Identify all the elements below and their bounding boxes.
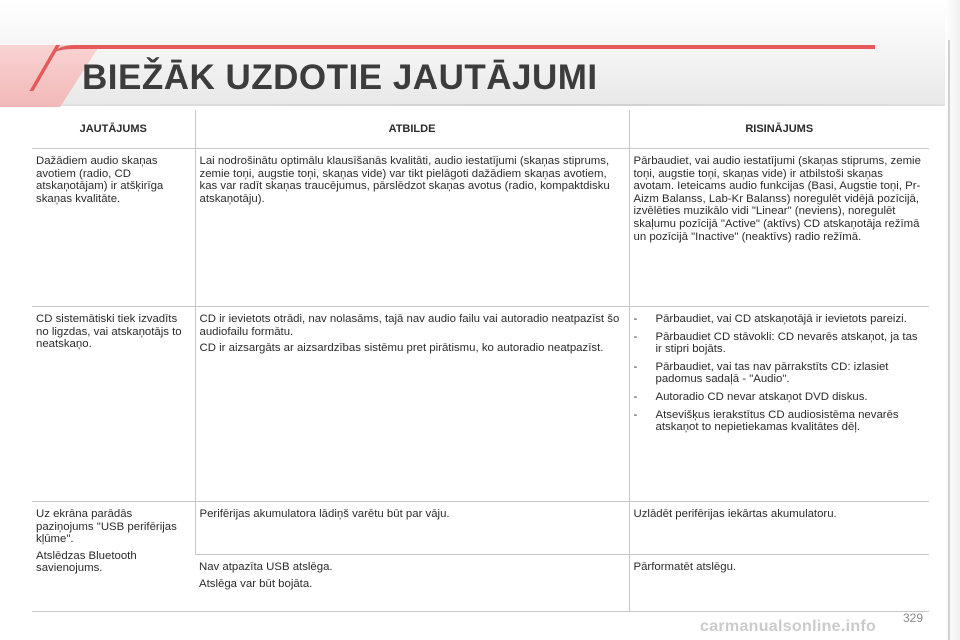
header-accent-line — [55, 45, 875, 57]
list-item: - Autoradio CD nevar atskaņot DVD diskus. — [634, 391, 926, 404]
faq-table — [32, 110, 929, 612]
table-row — [32, 307, 929, 502]
solution-text: Pārbaudiet, vai audio iestatījumi (skaņas stiprums, zemie toņi, augstie toņi, skaņas vide) ir atbilstoši skaņas avotam. Ieteicams audio funkcijas (Basi, Augstie toņi, Pr-Aizm Balanss, Lab-Kr Balanss) noregulēt vidējā pozīcijā, izvēlēties muzikālo vidi "Linear" (neviens), noregulēt skaļumu pozīcijā "Active" (aktīvs) CD atskaņotāja režīmā un pozīcijā "Inactive" (neaktīvs) radio režīmā. — [633, 155, 921, 243]
column-header-solution: RISINĀJUMS — [629, 110, 929, 149]
answer-text: CD ir aizsargāts ar aizsardzības sistēmu pret pirātismu, ko autoradio neatpazīst. — [199, 342, 604, 355]
solution-list — [634, 313, 926, 434]
table-row — [32, 502, 929, 555]
answer-text: Nav atpazīta USB atslēga. — [199, 561, 333, 573]
solution-cell — [629, 149, 929, 307]
solution-cell — [629, 307, 929, 502]
answer-cell — [195, 502, 629, 555]
solution-cell — [629, 502, 929, 555]
list-item: - Pārbaudiet, vai tas nav pārrakstīts CD: izlasiet padomus sadaļā - "Audio". — [634, 361, 926, 386]
question-cell — [32, 307, 195, 502]
answer-text: Lai nodrošinātu optimālu klausīšanās kvalitāti, audio iestatījumi (skaņas stiprums, zemie toņi, augstie toņi, skaņas vide) var tikt pielāgoti dažādiem skaņas avotiem, kas var radīt skaņas traucējumus, pārslēdzot skaņas avotus (radio, kompaktdisku atskaņotāju). — [199, 155, 610, 205]
table-row — [32, 149, 929, 307]
answer-cell — [195, 307, 629, 502]
question-text: Uz ekrāna parādās paziņojums "USB perifērijas kļūme". — [36, 508, 177, 546]
watermark: carmanualsonline.info — [700, 618, 877, 635]
column-header-answer: ATBILDE — [195, 110, 629, 149]
answer-cell — [195, 149, 629, 307]
solution-text: Uzlādēt perifērijas iekārtas akumulatoru. — [633, 508, 837, 520]
answer-cell — [195, 555, 629, 612]
table-header-row — [32, 110, 929, 149]
column-header-question: JAUTĀJUMS — [32, 110, 195, 149]
solution-text: Pārformatēt atslēgu. — [633, 561, 737, 573]
answer-text: Perifērijas akumulatora lādiņš varētu būt par vāju. — [199, 508, 450, 520]
page-number: 329 — [903, 611, 924, 625]
page-edge-rule — [948, 40, 950, 640]
question-text: CD sistemātiski tiek izvadīts no ligzdas, vai atskaņotājs to neatskaņo. — [36, 313, 182, 351]
list-item: - Pārbaudiet CD stāvokli: CD nevarēs atskaņot, ja tas ir stipri bojāts. — [634, 331, 926, 356]
list-item: - Pārbaudiet, vai CD atskaņotājā ir ievietots pareizi. — [634, 313, 926, 326]
question-text: Atslēdzas Bluetooth savienojums. — [36, 549, 137, 575]
answer-text: Atslēga var būt bojāta. — [199, 577, 313, 590]
list-item: - Atsevišķus ierakstītus CD audiosistēma nevarēs atskaņot to nepietiekamas kvalitātes dēļ. — [634, 409, 926, 434]
question-text: Dažādiem audio skaņas avotiem (radio, CD atskaņotājam) ir atšķirīga skaņas kvalitāte. — [36, 155, 164, 205]
question-cell — [32, 149, 195, 307]
solution-cell — [629, 555, 929, 612]
question-cell — [32, 502, 195, 612]
page-title: BIEŽĀK UZDOTIE JAUTĀJUMI — [82, 58, 598, 97]
answer-text: CD ir ievietots otrādi, nav nolasāms, tajā nav audio failu vai autoradio neatpazīst šo audiofailu formātu. — [199, 313, 620, 338]
